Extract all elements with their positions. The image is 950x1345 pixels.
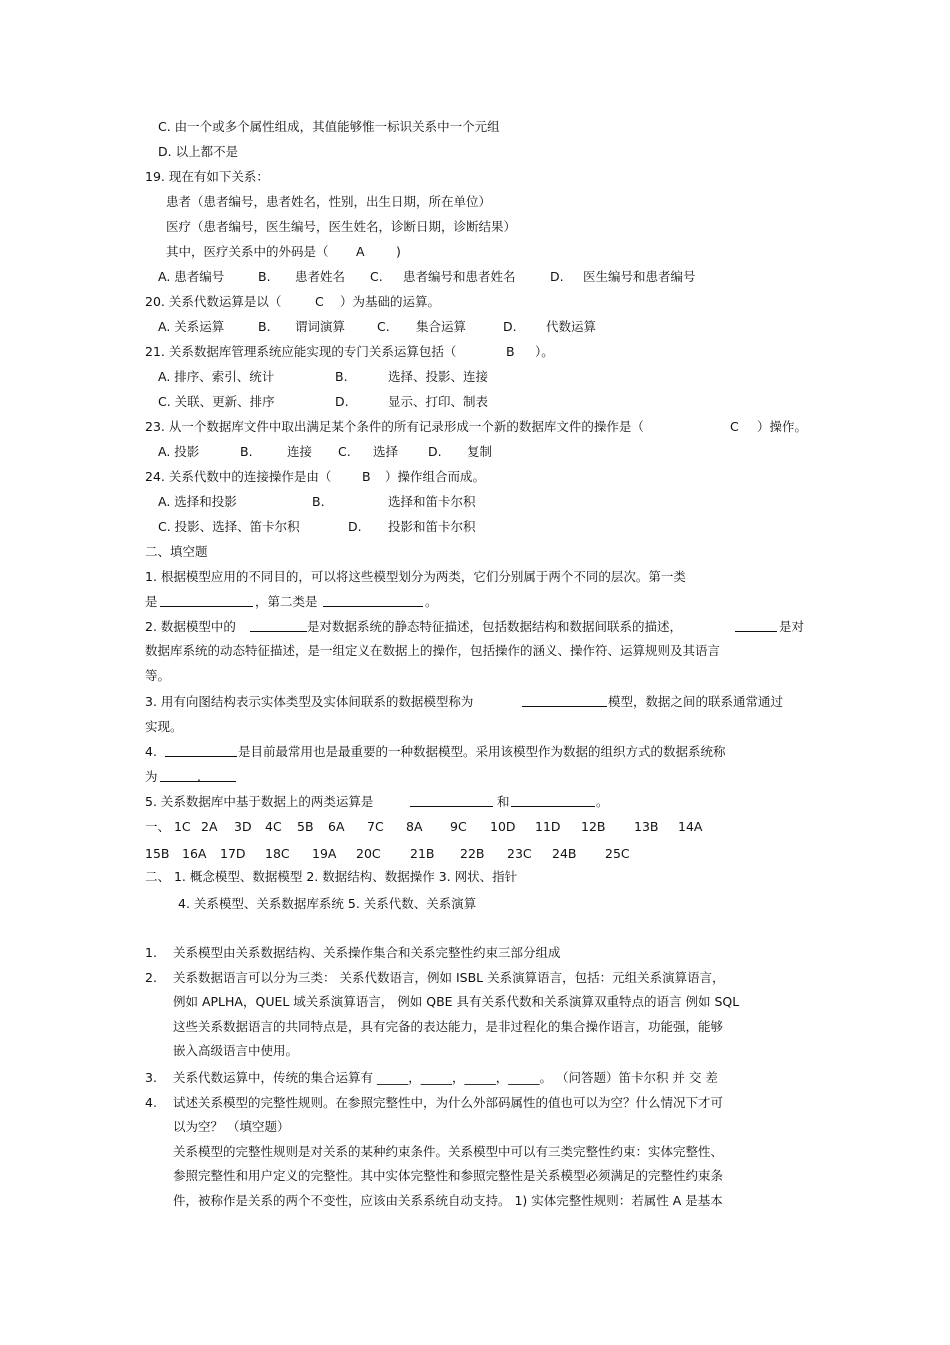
q19-stem: 19. 现在有如下关系：: [145, 169, 269, 184]
essay-4-line3: 关系模型的完整性规则是对关系的某种约束条件。关系模型中可以有三类完整性约束：实体完整性、: [173, 1144, 724, 1159]
fill-q1-prefix: 是: [145, 594, 158, 609]
q19-option-b-letter: B.: [258, 269, 271, 284]
answer-item: 21B: [410, 846, 435, 861]
q19-relation-patient: 患者（患者编号，患者姓名，性别，出生日期，所在单位）: [166, 194, 492, 209]
q19-question-text: 其中，医疗关系中的外码是（: [166, 244, 329, 259]
answer-item: 20C: [356, 846, 381, 861]
q23-option-c: 选择: [373, 444, 399, 459]
q20-option-c-letter: C.: [377, 319, 390, 334]
q18-option-c: C. 由一个或多个属性组成，其值能够惟一标识关系中一个元组: [158, 119, 500, 134]
q21-option-b-letter: B.: [335, 369, 348, 384]
q19-close-paren: ): [396, 244, 401, 259]
fill-q4-number: 4.: [145, 744, 157, 759]
q21-option-a: A. 排序、索引、统计: [158, 369, 275, 384]
q23-stem-a: 23. 从一个数据库文件中取出满足某个条件的所有记录形成一个新的数据库文件的操作是（: [145, 419, 644, 434]
q24-stem-a: 24. 关系代数中的连接操作是由（: [145, 469, 332, 484]
fill-q2-blank-2[interactable]: [735, 619, 777, 632]
answer-item: 16A: [182, 846, 207, 861]
q23-option-b: 连接: [287, 444, 313, 459]
q20-stem-a: 20. 关系代数运算是以（: [145, 294, 282, 309]
q23-stem-b: ）操作。: [757, 419, 808, 434]
q23-option-a: A. 投影: [158, 444, 200, 459]
q19-option-c-letter: C.: [370, 269, 383, 284]
essay-4-number: 4.: [145, 1095, 157, 1110]
essay-2-text: 关系数据语言可以分为三类： 关系代数语言，例如 ISBL 关系演算语言，包括：元组关系演算语言，: [173, 970, 725, 985]
q20-option-d: 代数运算: [546, 319, 597, 334]
fill-q1-middle: ，第二类是: [255, 594, 318, 609]
fill-q1-blank-2[interactable]: [323, 594, 423, 607]
q21-option-b: 选择、投影、连接: [388, 369, 489, 384]
q24-stem-b: ）操作组合而成。: [385, 469, 486, 484]
q23-option-c-letter: C.: [338, 444, 351, 459]
answer-item: 8A: [406, 819, 423, 834]
essay-3-text: 关系代数运算中，传统的集合运算有 _____，_____，_____，_____。 （问答题）笛卡尔积 并 交 差: [173, 1070, 718, 1085]
answer-item: 14A: [678, 819, 703, 834]
q23-option-d-letter: D.: [428, 444, 442, 459]
essay-2-line3: 这些关系数据语言的共同特点是，具有完备的表达能力，是非过程化的集合操作语言，功能强，能够: [173, 1019, 724, 1034]
q24-option-d-letter: D.: [348, 519, 362, 534]
q24-option-b: 选择和笛卡尔积: [388, 494, 476, 509]
answer-item: 23C: [507, 846, 532, 861]
q24-option-a: A. 选择和投影: [158, 494, 237, 509]
q23-option-b-letter: B.: [240, 444, 253, 459]
fill-q5-prefix: 5. 关系数据库中基于数据上的两类运算是: [145, 794, 374, 809]
fill-q5-blank-2[interactable]: [511, 794, 595, 807]
answer-item: 19A: [312, 846, 337, 861]
q19-option-a: A. 患者编号: [158, 269, 225, 284]
answer-item: 7C: [367, 819, 384, 834]
essay-2-number: 2.: [145, 970, 157, 985]
fill-q1-blank-1[interactable]: [160, 594, 253, 607]
fill-q3-blank[interactable]: [522, 694, 607, 707]
q20-answer: C: [315, 294, 324, 309]
section-heading-fill-in: 二、填空题: [145, 544, 208, 559]
essay-3-number: 3.: [145, 1070, 157, 1085]
fill-q1-suffix: 。: [425, 594, 438, 609]
answer-item: 4C: [265, 819, 282, 834]
essay-2-line2: 例如 APLHA，QUEL 域关系演算语言， 例如 QBE 具有关系代数和关系演算双重特点的语言 例如 SQL: [173, 994, 740, 1009]
q21-answer: B: [506, 344, 515, 359]
q21-option-d: 显示、打印、制表: [388, 394, 489, 409]
answer-item: 一、 1C: [145, 819, 191, 834]
q20-option-b: 谓词演算: [295, 319, 346, 334]
fill-q5-blank-1[interactable]: [410, 794, 493, 807]
fill-q5-suffix: 。: [596, 794, 609, 809]
fill-q2-line2: 数据库系统的动态特征描述，是一组定义在数据上的操作，包括操作的涵义、操作符、运算规则及其语言: [145, 643, 721, 658]
fill-q1-line1: 1. 根据模型应用的不同目的，可以将这些模型划分为两类，它们分别属于两个不同的层次。第一类: [145, 569, 686, 584]
fill-q4-dot: .: [197, 769, 201, 784]
answers-row-3: 二、 1. 概念模型、数据模型 2. 数据结构、数据操作 3. 网状、指针: [145, 869, 518, 884]
answer-item: 17D: [220, 846, 246, 861]
fill-q3-line2: 实现。: [145, 719, 183, 734]
fill-q2-suffix: 是对: [779, 619, 805, 634]
essay-4-text: 试述关系模型的完整性规则。在参照完整性中，为什么外部码属性的值也可以为空？什么情况下才可: [173, 1095, 724, 1110]
answer-item: 9C: [450, 819, 467, 834]
q23-option-d: 复制: [467, 444, 493, 459]
answer-item: 3D: [234, 819, 252, 834]
essay-1-number: 1.: [145, 945, 157, 960]
answer-item: 22B: [460, 846, 485, 861]
fill-q2-prefix: 2. 数据模型中的: [145, 619, 236, 634]
q19-option-b: 患者姓名: [295, 269, 346, 284]
fill-q3-suffix: 模型，数据之间的联系通常通过: [608, 694, 784, 709]
essay-1-text: 关系模型由关系数据结构、关系操作集合和关系完整性约束三部分组成: [173, 945, 561, 960]
answer-item: 15B: [145, 846, 170, 861]
answer-item: 18C: [265, 846, 290, 861]
q20-option-a: A. 关系运算: [158, 319, 225, 334]
q24-answer: B: [362, 469, 371, 484]
q20-option-c: 集合运算: [416, 319, 467, 334]
answer-item: 24B: [552, 846, 577, 861]
q23-answer: C: [730, 419, 739, 434]
q18-option-d: D. 以上都不是: [158, 144, 239, 159]
fill-q4-prefix: 为: [145, 769, 158, 784]
answer-item: 11D: [535, 819, 561, 834]
q21-option-c: C. 关联、更新、排序: [158, 394, 275, 409]
q20-stem-b: ）为基础的运算。: [340, 294, 441, 309]
answer-item: 2A: [201, 819, 218, 834]
answer-item: 13B: [634, 819, 659, 834]
q19-answer: A: [356, 244, 365, 259]
q21-stem-b: ）。: [535, 344, 554, 359]
answer-item: 10D: [490, 819, 516, 834]
q19-relation-medical: 医疗（患者编号，医生编号，医生姓名，诊断日期，诊断结果）: [166, 219, 517, 234]
essay-4-line5: 件，被称作是关系的两个不变性，应该由关系系统自动支持。 1) 实体完整性规则：若属性 A 是基本: [173, 1193, 723, 1208]
fill-q4-text: 是目前最常用也是最重要的一种数据模型。采用该模型作为数据的组织方式的数据系统称: [238, 744, 726, 759]
essay-2-line4: 嵌入高级语言中使用。: [173, 1043, 299, 1058]
q20-option-b-letter: B.: [258, 319, 271, 334]
answer-item: 6A: [328, 819, 345, 834]
answer-item: 25C: [605, 846, 630, 861]
fill-q2-middle: 是对数据系统的静态特征描述，包括数据结构和数据间联系的描述，: [307, 619, 683, 634]
fill-q5-middle: 和: [497, 794, 510, 809]
q21-stem-a: 21. 关系数据库管理系统应能实现的专门关系运算包括（: [145, 344, 457, 359]
fill-q2-blank-1[interactable]: [250, 619, 307, 632]
q19-option-d-letter: D.: [550, 269, 564, 284]
q19-option-c: 患者编号和患者姓名: [403, 269, 516, 284]
q24-option-b-letter: B.: [312, 494, 325, 509]
q24-option-c: C. 投影、选择、笛卡尔积: [158, 519, 300, 534]
answer-item: 5B: [297, 819, 314, 834]
fill-q3-prefix: 3. 用有向图结构表示实体类型及实体间联系的数据模型称为: [145, 694, 474, 709]
answer-item: 12B: [581, 819, 606, 834]
q24-option-d: 投影和笛卡尔积: [388, 519, 476, 534]
q20-option-d-letter: D.: [503, 319, 517, 334]
q21-option-d-letter: D.: [335, 394, 349, 409]
answers-row-4: 4. 关系模型、关系数据库系统 5. 关系代数、关系演算: [178, 896, 477, 911]
fill-q2-line3: 等。: [145, 668, 171, 683]
essay-4-line2: 以为空？ （填空题）: [173, 1119, 290, 1134]
q19-option-d: 医生编号和患者编号: [583, 269, 696, 284]
essay-4-line4: 参照完整性和用户定义的完整性。其中实体完整性和参照完整性是关系模型必须满足的完整性约束条: [173, 1168, 724, 1183]
fill-q4-blank-1[interactable]: [165, 744, 237, 757]
